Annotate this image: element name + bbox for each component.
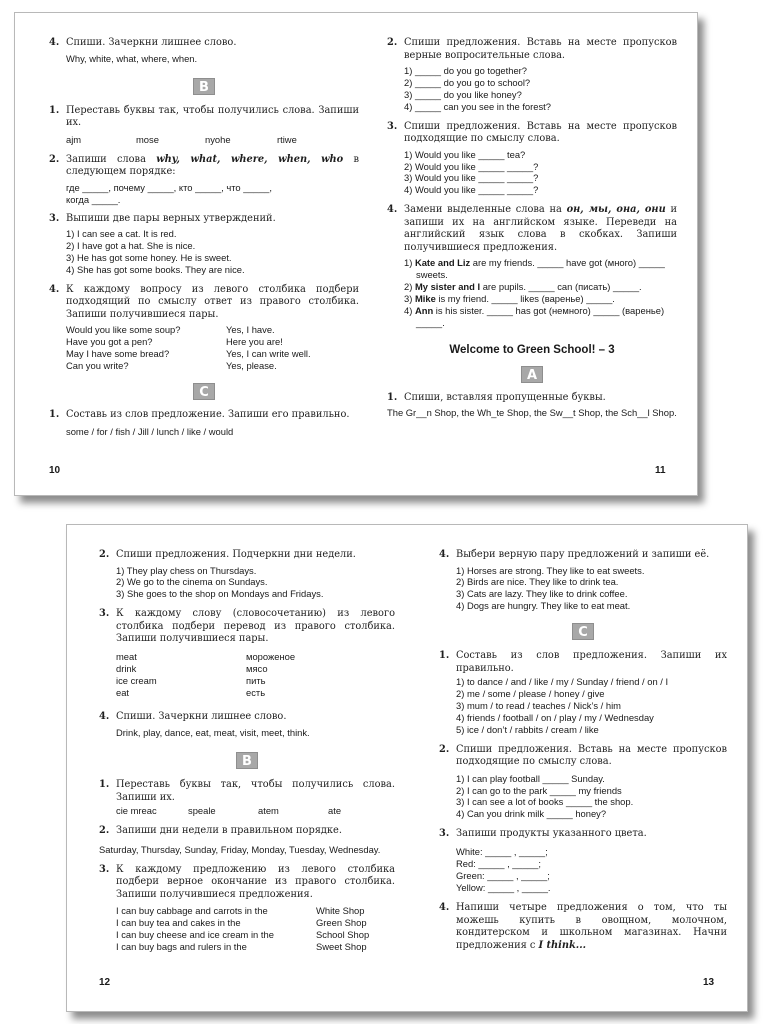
list-item: Yellow: _____ , _____. [456, 881, 551, 893]
task-c2: 2. Спиши предложения. Вставь на месте пропусков подходящие по смыслу слова. [439, 743, 727, 768]
page-number-11: 11 [655, 465, 666, 476]
list-item: 1) Horses are strong. They like to eat sweets. [456, 564, 645, 576]
page-number-10: 10 [49, 465, 61, 476]
section-b-badge: B [193, 78, 215, 95]
list-item: 4) _____ can you see in the forest? [404, 100, 551, 112]
task-b1: 1. Переставь буквы так, чтобы получились слова. Запиши их. [49, 104, 359, 128]
list-item: 2) We go to the cinema on Sundays. [116, 576, 268, 588]
list-item: 2) me / some / please / honey / give [456, 688, 605, 700]
page-12 [99, 525, 395, 953]
task-4-list [387, 257, 677, 328]
list-item: 1) Kate and Liz are my friends. _____ have got (много) _____ sweets. [404, 257, 665, 281]
task-b2: 2. Запиши слова why, what, where, when, who в следующем порядке: [49, 153, 360, 177]
section-c-badge: C [193, 383, 215, 400]
task-b3-pairs: I can buy cabbage and carrots in the White Shop I can buy tea and cakes in the Green Shop I can buy cheese and ice cream in the School Shop I can buy bags and rulers in the Sweet Shop [116, 905, 370, 953]
task-b3-list [49, 228, 359, 276]
task-c3: 3. Запиши продукты указанного цвета. [439, 828, 647, 840]
list-item: 1) _____ do you go together? [404, 65, 528, 76]
list-item: 2) I can go to the park _____ my friends [456, 784, 622, 796]
list-item: 4) friends / football / on / play / my / Wednesday [456, 711, 654, 723]
task-3-pairs: meat мороженое drink мясо ice cream пить eat есть [116, 650, 296, 698]
list-item: 3) Cats are lazy. They like to drink coffee. [456, 588, 628, 600]
task-c1-list [439, 676, 727, 736]
task-4-words: Why, white, what, where, when. [66, 52, 198, 64]
task-b3: 3. Выпиши две пары верных утверждений. [49, 212, 276, 224]
task-4-list [439, 565, 727, 613]
task-2-list [387, 65, 677, 113]
spread-pages-12-13 [66, 524, 748, 1012]
list-item: 4) She has got some books. They are nice. [66, 263, 245, 275]
list-item: 2) Would you like _____ _____? [404, 160, 539, 172]
task-a1-words: The Gr__n Shop, the Wh_te Shop, the Sw__t Shop, the Sch__l Shop. [387, 407, 677, 419]
task-b1-words: ajm mose nyohe rtiwe [66, 133, 297, 145]
page-13 [439, 525, 727, 952]
list-item: 4) Dogs are hungry. They like to eat meat. [456, 600, 631, 612]
task-3-list [387, 149, 677, 197]
page-10 [49, 13, 359, 438]
task-b2: 2. Запиши дни недели в правильном порядке. [99, 825, 342, 837]
list-item: 3) Would you like _____ _____? [404, 172, 539, 184]
list-item: 3) He has got some honey. He is sweet. [66, 251, 232, 263]
task-c1-words: some / for / fish / Jill / lunch / like / would [66, 425, 234, 437]
list-item: 4) Would you like _____ _____? [404, 184, 539, 196]
task-3: 3. Спиши предложения. Вставь на месте пропусков подходящие по смыслу слова. [387, 120, 677, 145]
list-item: 2) Birds are nice. They like to drink tea. [456, 576, 619, 588]
list-item: Red: _____ , _____; [456, 857, 541, 869]
task-b4: 4. К каждому вопросу из левого столбика подбери подходящий по смыслу ответ из правого столбика. Запиши получившиеся пары. [49, 283, 359, 320]
list-item: 1) Would you like _____ tea? [404, 148, 526, 160]
list-item: 2) My sister and I are pupils. _____ can (писать) _____. [404, 281, 642, 293]
section-a-badge: A [521, 366, 543, 383]
list-item: 3) I can see a lot of books _____ the shop. [456, 796, 634, 808]
task-4: 4. Выбери верную пару предложений и запиши её. [439, 549, 710, 560]
page-11 [387, 13, 677, 419]
task-c1: 1. Составь из слов предложение. Запиши его правильно. [49, 409, 350, 421]
task-b3: 3. К каждому предложению из левого столбика подбери верное окончание из правого столбика. Запиши получившиеся предложения. [99, 863, 395, 900]
list-item: 2) I have got a hat. She is nice. [66, 239, 196, 251]
task-4: 4. Спиши. Зачеркни лишнее слово. [49, 37, 237, 48]
list-item: 3) She goes to the shop on Mondays and Fridays. [116, 588, 324, 600]
task-4-words: Drink, play, dance, eat, meat, visit, meet, think. [116, 727, 310, 739]
task-b4-pairs: Would you like some soup? Yes, I have. Have you got a pen? Here you are! May I have some bread? Yes, I can write well. Can you write? Yes, please. [66, 324, 311, 372]
task-b2-line-2: когда _____. [66, 193, 121, 205]
list-item: 1) They play chess on Thursdays. [116, 564, 257, 576]
section-c-badge: C [572, 623, 594, 640]
task-a1: 1. Спиши, вставляя пропущенные буквы. [387, 391, 606, 403]
task-b2-line-1: где _____, почему _____, кто _____, что _____, [66, 181, 272, 193]
list-item: 1) I can see a cat. It is red. [66, 228, 177, 239]
lesson-title: Welcome to Green School! – 3 [449, 343, 615, 356]
list-item: 3) _____ do you like honey? [404, 88, 522, 100]
list-item: White: _____ , _____; [456, 845, 548, 857]
list-item: 3) mum / to read / teaches / Nick’s / him [456, 699, 621, 711]
list-item: 1) I can play football _____ Sunday. [456, 772, 605, 784]
task-2-list [99, 565, 395, 601]
list-item: Green: _____ , _____; [456, 869, 550, 881]
task-b2-words: Saturday, Thursday, Sunday, Friday, Monday, Tuesday, Wednesday. [99, 843, 381, 855]
list-item: 3) Mike is my friend. _____ likes (варенье) _____. [404, 292, 615, 304]
list-item: 4) Ann is his sister. _____ has got (немного) _____ (варенье) _____. [404, 304, 665, 328]
task-b1: 1. Переставь буквы так, чтобы получились слова. Запиши их. [99, 779, 395, 803]
list-item: 2) _____ do you go to school? [404, 76, 531, 88]
task-b1-words: cie mreac speale atem ate [116, 805, 342, 817]
task-c2-list [439, 773, 727, 821]
task-4: 4. Спиши. Зачеркни лишнее слово. [99, 710, 287, 722]
task-c3-list [439, 846, 727, 894]
spread-pages-10-11 [14, 12, 698, 496]
task-4: 4. Замени выделенные слова на он, мы, она, они и запиши их на английском языке. Переведи на английский язык слова в скобках. Запиши получившиеся предложения. [387, 204, 677, 253]
page-number-13: 13 [703, 977, 715, 988]
task-c1: 1. Составь из слов предложения. Запиши их правильно. [439, 650, 727, 674]
section-b-badge: B [236, 752, 258, 769]
page-number-12: 12 [99, 977, 111, 988]
task-3: 3. К каждому слову (словосочетанию) из левого столбика подбери перевод из правого столбика. Запиши получившиеся пары. [99, 608, 395, 645]
list-item: 5) ice / don’t / rabbits / cream / like [456, 723, 599, 735]
list-item: 4) Can you drink milk _____ honey? [456, 808, 607, 820]
task-c4: 4. Напиши четыре предложения о том, что ты можешь купить в овощном, молочном, кондитерском и школьном магазинах. Начни предложения с I think... [439, 902, 727, 951]
task-2: 2. Спиши предложения. Подчеркни дни недели. [99, 549, 356, 560]
task-2: 2. Спиши предложения. Вставь на месте пропусков верные вопросительные слова. [387, 37, 677, 61]
list-item: 1) to dance / and / like / my / Sunday / friend / on / I [456, 676, 669, 688]
